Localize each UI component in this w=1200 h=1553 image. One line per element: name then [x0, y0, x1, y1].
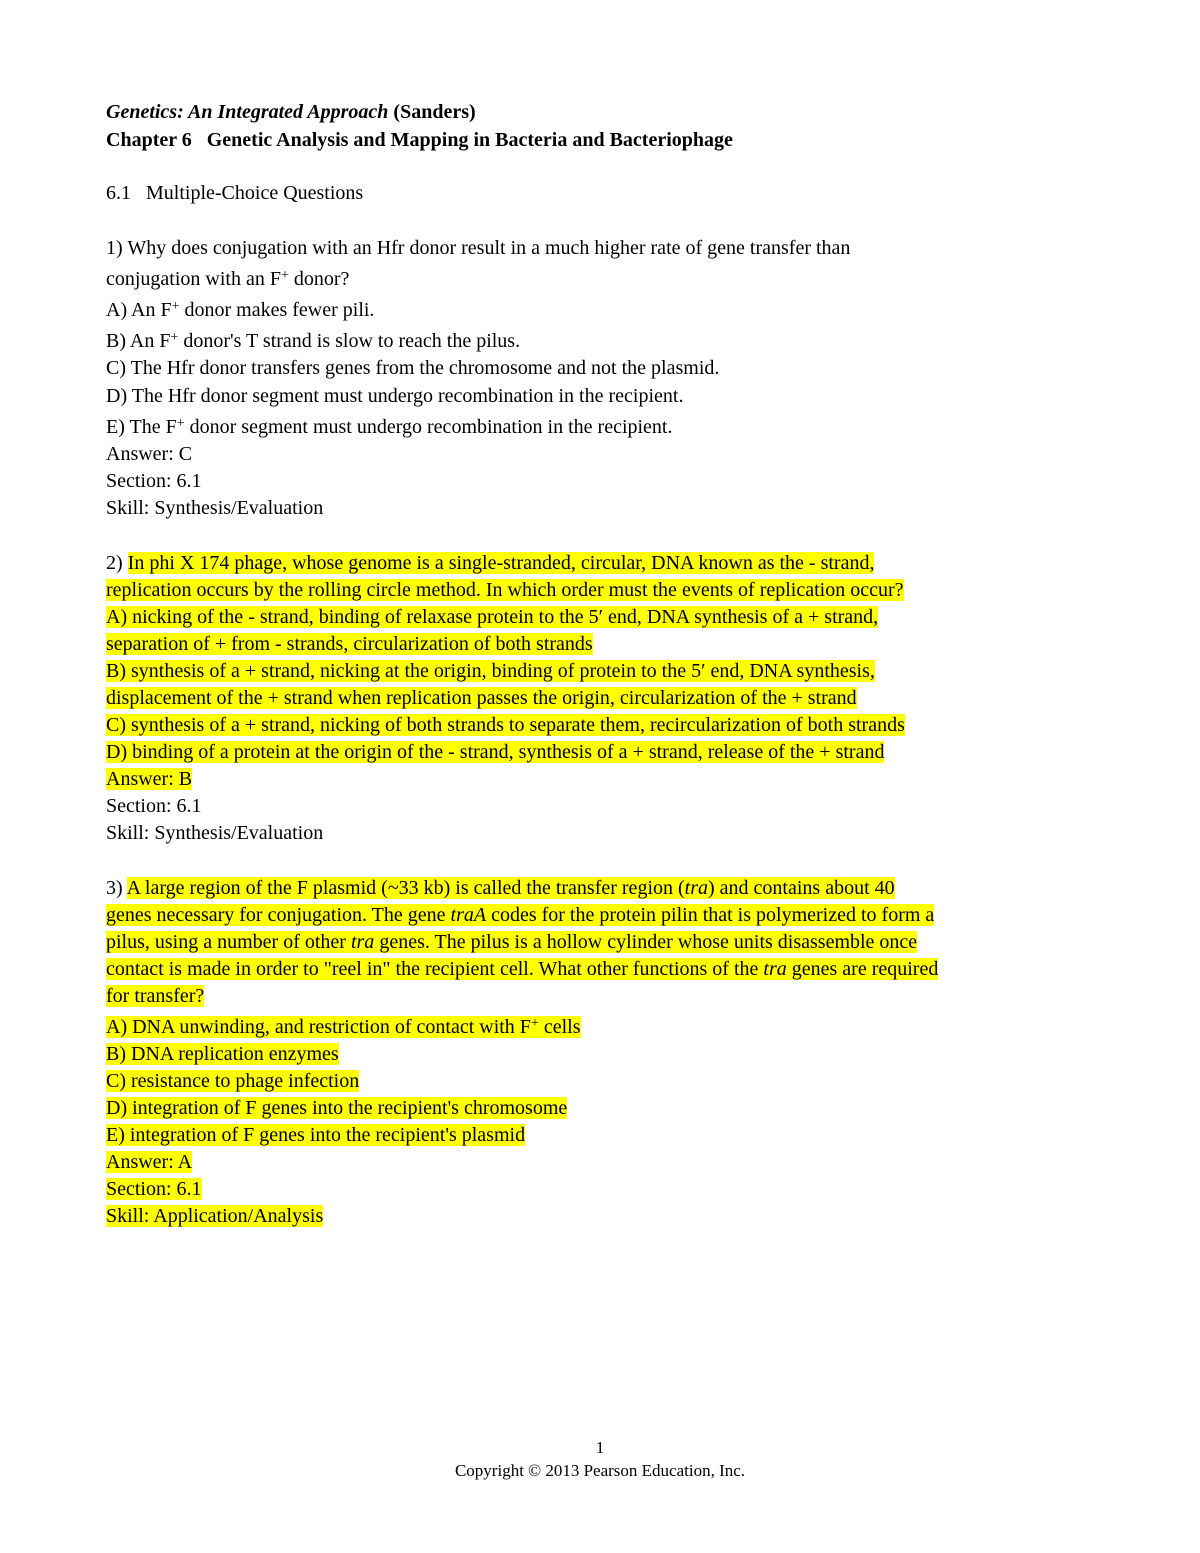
- option-text: displacement of the + strand when replication passes the origin, circularization of the + strand: [106, 687, 857, 709]
- answer-text: Answer: A: [106, 1151, 193, 1173]
- option-text: E) integration of F genes into the recipient's plasmid: [106, 1124, 526, 1146]
- q1-option-c: C) The Hfr donor transfers genes from the chromosome and not the plasmid.: [106, 357, 720, 379]
- chapter-number: Chapter 6: [106, 129, 192, 151]
- q3-text: contact is made in order to "reel in" the recipient cell. What other functions of the: [106, 958, 764, 980]
- q2-option-a-line1: [106, 604, 878, 630]
- q1-stem-line2: [106, 266, 349, 292]
- option-text: B) synthesis of a + strand, nicking at the origin, binding of protein to the 5′ end, DNA synthesis,: [106, 660, 875, 682]
- q3-text: A large region of the F plasmid (~33 kb) is called the transfer region (: [126, 877, 685, 899]
- option-text-part: cells: [538, 1016, 581, 1038]
- q2-number: 2): [106, 552, 123, 574]
- q3-italic-gene: tra: [763, 958, 787, 980]
- q3-stem-text: [127, 877, 895, 899]
- option-text: B) DNA replication enzymes: [106, 1043, 339, 1065]
- q3-option-c: [106, 1068, 359, 1094]
- option-text-part: A) DNA unwinding, and restriction of contact with F: [106, 1016, 531, 1038]
- q3-line3: [106, 929, 917, 955]
- q3-line4: [106, 956, 938, 982]
- q3-stem-text: [106, 904, 934, 926]
- copyright-notice: Copyright © 2013 Pearson Education, Inc.: [454, 1461, 746, 1480]
- q2-option-b-line1: [106, 658, 875, 684]
- superscript-plus: +: [170, 330, 179, 345]
- option-text: donor's T strand is slow to reach the pilus.: [178, 330, 521, 352]
- q1-stem-text-2: conjugation with an F: [106, 268, 281, 290]
- option-text: A) nicking of the - strand, binding of relaxase protein to the 5′ end, DNA synthesis of a + strand,: [106, 606, 879, 628]
- q2-line1: [106, 550, 874, 576]
- q1-option-d: D) The Hfr donor segment must undergo recombination in the recipient.: [106, 385, 684, 407]
- chapter-title: Genetic Analysis and Mapping in Bacteria and Bacteriophage: [206, 129, 733, 151]
- q1-option-b: [106, 328, 520, 354]
- q3-number: 3): [106, 877, 123, 899]
- q3-text: genes are required: [786, 958, 939, 980]
- option-text: E) The F: [106, 416, 177, 438]
- q3-skill: [106, 1203, 323, 1229]
- q3-answer: [106, 1149, 192, 1175]
- q3-line1: [106, 875, 895, 901]
- q2-section: Section: 6.1: [106, 795, 202, 817]
- q3-line2: [106, 902, 934, 928]
- chapter-title-line: [106, 126, 733, 154]
- q1-stem-text-2b: donor?: [288, 268, 350, 290]
- superscript-plus: +: [171, 299, 180, 314]
- option-text: D) integration of F genes into the recipient's chromosome: [106, 1097, 568, 1119]
- q3-italic-gene: traA: [450, 904, 487, 926]
- section-heading: 6.1 Multiple-Choice Questions: [106, 182, 364, 204]
- answer-text: Answer: B: [106, 768, 193, 790]
- q3-text: ) and contains about 40: [708, 877, 895, 899]
- q3-text: pilus, using a number of other: [106, 931, 351, 953]
- q1-option-a: [106, 297, 374, 323]
- page-number: 1: [595, 1438, 605, 1457]
- q3-italic-gene: tra: [350, 931, 375, 953]
- q3-text: codes for the protein pilin that is polymerized to form a: [486, 904, 935, 926]
- book-title-line: [106, 98, 733, 126]
- q1-skill: Skill: Synthesis/Evaluation: [106, 497, 324, 519]
- option-text: A) An F: [106, 299, 172, 321]
- q2-skill: Skill: Synthesis/Evaluation: [106, 822, 324, 844]
- superscript-plus: +: [280, 268, 289, 283]
- q3-line5: [106, 983, 204, 1009]
- q1-section: Section: 6.1: [106, 470, 202, 492]
- option-text: C) resistance to phage infection: [106, 1070, 360, 1092]
- superscript-plus: +: [530, 1016, 539, 1031]
- q3-stem-text: for transfer?: [106, 985, 205, 1007]
- q3-stem-text: [106, 931, 917, 953]
- q3-option-e: [106, 1122, 525, 1148]
- option-text: separation of + from - strands, circularization of both strands: [106, 633, 593, 655]
- q2-line2: [106, 577, 904, 603]
- q1-number: 1): [106, 237, 123, 259]
- q3-option-d: [106, 1095, 567, 1121]
- q3-stem-text: [106, 958, 938, 980]
- book-title: Genetics: An Integrated Approach: [106, 101, 389, 123]
- option-text: D) binding of a protein at the origin of the - strand, synthesis of a + strand, release of the + strand: [106, 741, 885, 763]
- option-text: donor makes fewer pili.: [179, 299, 375, 321]
- q3-option-a: [106, 1014, 581, 1040]
- q2-option-a-line2: [106, 631, 593, 657]
- option-text: donor segment must undergo recombination in the recipient.: [184, 416, 673, 438]
- skill-text: Skill: Application/Analysis: [106, 1205, 324, 1227]
- q1-option-e: [106, 414, 673, 440]
- option-text: C) synthesis of a + strand, nicking of both strands to separate them, recircularization of both strands: [106, 714, 905, 736]
- q2-stem-text: In phi X 174 phage, whose genome is a single-stranded, circular, DNA known as the - strand,: [127, 552, 875, 574]
- q1-answer: Answer: C: [106, 443, 193, 465]
- q3-option-b: [106, 1041, 339, 1067]
- book-author: (Sanders): [393, 101, 476, 123]
- q2-stem-text: replication occurs by the rolling circle method. In which order must the events of replication occur?: [106, 579, 904, 601]
- q2-option-c: [106, 712, 905, 738]
- q2-option-b-line2: [106, 685, 857, 711]
- section-text: Section: 6.1: [106, 1178, 202, 1200]
- superscript-plus: +: [176, 416, 185, 431]
- q1-stem-line1: [106, 235, 850, 261]
- q3-text: genes. The pilus is a hollow cylinder whose units disassemble once: [374, 931, 918, 953]
- q1-stem-text: Why does conjugation with an Hfr donor result in a much higher rate of gene transfer than: [127, 237, 851, 259]
- option-text: [106, 1016, 581, 1038]
- q3-text: genes necessary for conjugation. The gene: [106, 904, 451, 926]
- q3-italic-gene: tra: [684, 877, 708, 899]
- q2-answer: [106, 766, 192, 792]
- q3-section: [106, 1176, 202, 1202]
- document-header: [106, 98, 733, 154]
- q2-option-d: [106, 739, 884, 765]
- option-text: B) An F: [106, 330, 171, 352]
